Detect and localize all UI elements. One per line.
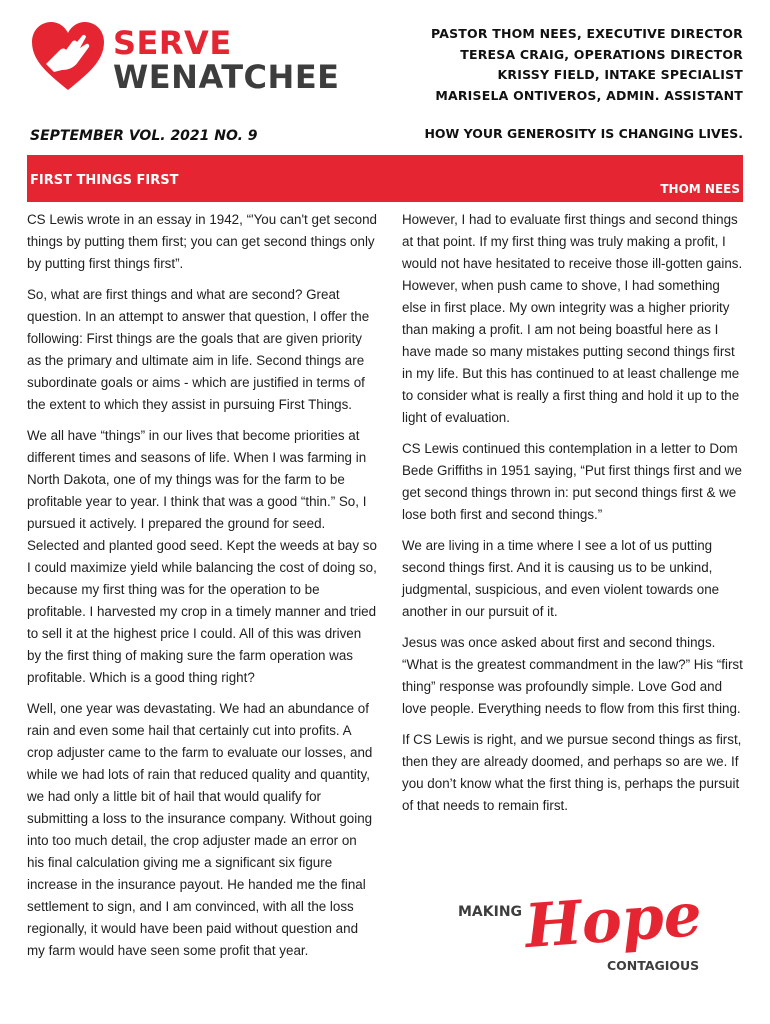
- logo-serve-text: SERVE: [113, 24, 232, 62]
- making-hope-contagious-logo: [455, 879, 705, 980]
- article-title: FIRST THINGS FIRST: [30, 173, 179, 188]
- article-author: THOM NEES: [660, 182, 740, 196]
- staff-line: MARISELA ONTIVEROS, ADMIN. ASSISTANT: [435, 87, 743, 103]
- article-column-right: [402, 209, 747, 826]
- article-banner: [27, 155, 743, 202]
- paragraph: So, what are first things and what are second? Great question. In an attempt to answer that question, I offer the following: First things are the goals that are given priority as the primary and ultimate aim in life. Second things are subordinate goals or aims - which are justified in terms of the extent to which they assist in pursuing First Things.: [27, 287, 370, 412]
- heart-hand-icon: [30, 20, 106, 92]
- paragraph: We are living in a time where I see a lot of us putting second things first. And it is causing us to be unkind, judgmental, suspicious, and even violent towards one another in our pursuit of it.: [402, 538, 720, 619]
- staff-line: TERESA CRAIG, OPERATIONS DIRECTOR: [460, 46, 743, 62]
- logo-contagious-text: CONTAGIOUS: [607, 958, 700, 973]
- paragraph: CS Lewis wrote in an essay in 1942, “'You can't get second things by putting them first; you can get second things only by putting first things first”.: [27, 212, 378, 271]
- logo-hope-text: Hope: [522, 879, 705, 963]
- paragraph: We all have “things” in our lives that become priorities at different times and seasons of life. When I was farming in North Dakota, one of my things was for the farm to be profitable year to year. I think that was a good “thin.” So, I pursued it actively. I prepared the ground for seed. Selected and planted good seed. Kept the weeds at bay so I could maximize yield while balancing the cost of doing so, because my first thing was for the operation to be profitable. I harvested my crop in a timely manner and tried to sell it at the highest price I could. All of this was driven by the first thing of making sure the farm operation was profitable. Which is a good thing right?: [27, 428, 377, 685]
- logo-wenatchee-text: WENATCHEE: [113, 58, 340, 96]
- staff-list: [431, 24, 743, 106]
- paragraph: If CS Lewis is right, and we pursue second things as first, then they are already doomed, and perhaps so are we. If you don’t know what the first thing is, perhaps the pursuit of that needs to remain first.: [402, 732, 742, 813]
- paragraph: Jesus was once asked about first and second things. “What is the greatest commandment in the law?” His “first thing” response was profoundly simple. Love God and love people. Everything needs to flow from this first thing.: [402, 635, 743, 716]
- issue-label: SEPTEMBER VOL. 2021 NO. 9: [30, 128, 258, 144]
- article-column-left: [27, 209, 377, 971]
- staff-line: PASTOR THOM NEES, EXECUTIVE DIRECTOR: [431, 26, 743, 41]
- staff-line: KRISSY FIELD, INTAKE SPECIALIST: [497, 67, 743, 82]
- paragraph: Well, one year was devastating. We had an abundance of rain and even some hail that certainly cut into profits. A crop adjuster came to the farm to evaluate our losses, and while we had lots of rain that reduced quality and quantity, we had only a little bit of hail that would qualify for submitting a loss to the insurance company. Without going into too much detail, the crop adjuster made an error on his final calculation giving me a significant six figure increase in the insurance payout. He handed me the final settlement to sign, and I am convinced, with all the loss regionally, it would have been paid without question and my farm would have seen some profit that year.: [27, 701, 373, 958]
- tagline: HOW YOUR GENEROSITY IS CHANGING LIVES.: [424, 126, 743, 141]
- paragraph: CS Lewis continued this contemplation in a letter to Dom Bede Griffiths in 1951 saying, “Put first things first and we get second things thrown in: put second things first & we lose both first and second things.”: [402, 441, 742, 522]
- serve-wenatchee-logo: [30, 20, 340, 100]
- paragraph: However, I had to evaluate first things and second things at that point. If my first thing was truly making a profit, I would not have hesitated to receive those ill-gotten gains. However, when push came to shove, I had something else in first place. My own integrity was a higher priority than making a profit. I am not being boastful here as I have made so many mistakes putting second things first in my life. But this has continued to at least challenge me to consider what is really a first thing and hold it up to the light of evaluation.: [402, 212, 743, 425]
- logo-making-text: MAKING: [458, 904, 523, 920]
